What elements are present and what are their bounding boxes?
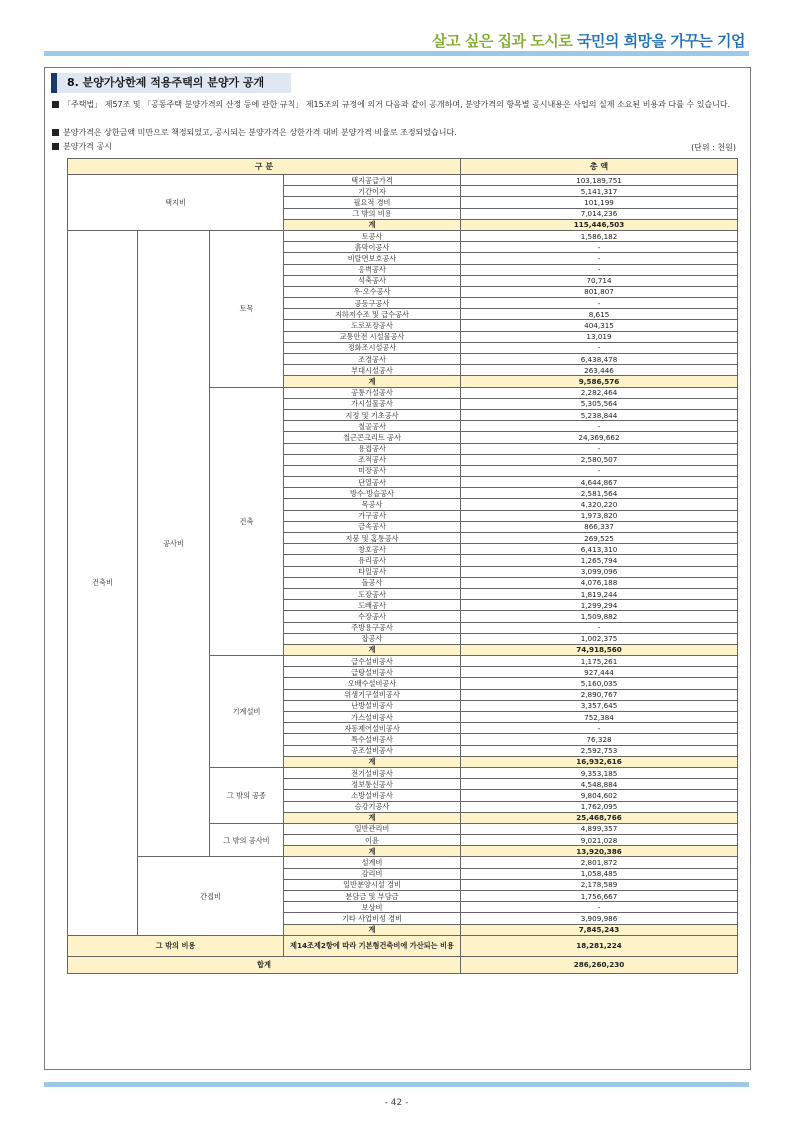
item-name: 주방용구공사	[284, 622, 461, 633]
item-amount: 5,160,035	[461, 678, 738, 689]
item-name: 석축공사	[284, 275, 461, 286]
item-name: 그 밖의 비용	[284, 208, 461, 219]
table-row	[68, 230, 738, 241]
item-name: 공통가설공사	[284, 387, 461, 398]
item-name: 방수·방습공사	[284, 488, 461, 499]
item-name: 잡공사	[284, 633, 461, 644]
item-name: 단열공사	[284, 477, 461, 488]
item-name: 우·오수공사	[284, 286, 461, 297]
item-name: 급수설비공사	[284, 656, 461, 667]
bullet-square-icon	[52, 143, 59, 150]
item-name: 조적공사	[284, 454, 461, 465]
item-amount: 2,580,507	[461, 454, 738, 465]
item-amount: 70,714	[461, 275, 738, 286]
item-name: 분담금 및 부담금	[284, 891, 461, 902]
item-amount: 7,014,236	[461, 208, 738, 219]
item-amount: 2,282,464	[461, 387, 738, 398]
item-amount: 13,019	[461, 331, 738, 342]
item-name: 설계비	[284, 857, 461, 868]
total-amount: 286,260,230	[461, 956, 738, 973]
land-label: 택지비	[68, 175, 284, 231]
item-name: 지하저수조 및 급수공사	[284, 309, 461, 320]
bullet-square-icon	[52, 129, 59, 136]
item-amount: 263,446	[461, 365, 738, 376]
price-disclosure-table	[67, 158, 738, 974]
item-amount: 6,438,478	[461, 354, 738, 365]
item-amount: 5,305,564	[461, 398, 738, 409]
item-name: 금속공사	[284, 521, 461, 532]
item-amount: 927,444	[461, 667, 738, 678]
top-divider	[44, 51, 749, 56]
item-amount: 9,021,028	[461, 835, 738, 846]
group-label: 그 밖의 공사비	[210, 823, 284, 857]
item-amount: -	[461, 421, 738, 432]
item-amount: 404,315	[461, 320, 738, 331]
item-amount: -	[461, 264, 738, 275]
item-name: 승강기공사	[284, 801, 461, 812]
item-name: 특수설비공사	[284, 734, 461, 745]
subtotal-amount: 7,845,243	[461, 924, 738, 935]
item-name: 옹벽공사	[284, 264, 461, 275]
header-category: 구 분	[68, 159, 461, 175]
item-amount: 1,586,182	[461, 230, 738, 241]
item-name: 난방설비공사	[284, 700, 461, 711]
item-amount: 1,175,261	[461, 656, 738, 667]
item-name: 일반분양시설 경비	[284, 879, 461, 890]
item-name: 공동구공사	[284, 298, 461, 309]
note-2-text: 분양가격은 상한금액 미만으로 책정되었고, 공시되는 분양가격은 상한가격 대비 분양가격 비율로 조정되었습니다.	[63, 128, 457, 137]
other-cost-label: 그 밖의 비용	[68, 935, 284, 956]
total-label: 합계	[68, 956, 461, 973]
note-3-text: 분양가격 공시	[63, 142, 112, 151]
item-name: 수장공사	[284, 611, 461, 622]
item-name: 기타 사업비성 경비	[284, 913, 461, 924]
item-amount: 866,337	[461, 521, 738, 532]
item-name: 이윤	[284, 835, 461, 846]
item-name: 도장공사	[284, 588, 461, 599]
item-amount: 1,819,244	[461, 588, 738, 599]
group-label: 그 밖의 공종	[210, 767, 284, 823]
subtotal-amount: 13,920,386	[461, 846, 738, 857]
works-label: 공사비	[138, 230, 210, 857]
item-amount: 3,357,645	[461, 700, 738, 711]
slogan-part-2: 국민의 희망을 가꾸는 기업	[576, 32, 745, 50]
item-amount: 801,807	[461, 286, 738, 297]
slogan	[432, 30, 745, 51]
item-amount: 4,899,357	[461, 823, 738, 834]
item-amount: 1,058,485	[461, 868, 738, 879]
item-name: 자동제어설비공사	[284, 723, 461, 734]
table-row	[68, 956, 738, 973]
item-amount: 5,238,844	[461, 409, 738, 420]
item-amount: 4,320,220	[461, 499, 738, 510]
item-amount: 103,189,751	[461, 175, 738, 186]
item-name: 토공사	[284, 230, 461, 241]
group-label: 토목	[210, 230, 284, 387]
item-name: 도로포장공사	[284, 320, 461, 331]
subtotal-amount: 9,586,576	[461, 376, 738, 387]
item-name: 필요적 경비	[284, 197, 461, 208]
item-amount: 9,353,185	[461, 767, 738, 778]
item-name: 철근콘크리트 공사	[284, 432, 461, 443]
slogan-part-1: 살고 싶은 집과 도시로	[432, 32, 573, 50]
item-name: 흙막이공사	[284, 242, 461, 253]
item-name: 감리비	[284, 868, 461, 879]
item-name: 일반관리비	[284, 823, 461, 834]
other-cost-item: 제14조제2항에 따라 기본형건축비에 가산되는 비용	[284, 935, 461, 956]
item-amount: 5,141,317	[461, 186, 738, 197]
item-name: 조경공사	[284, 354, 461, 365]
item-amount: 9,804,602	[461, 790, 738, 801]
item-name: 가구공사	[284, 510, 461, 521]
item-name: 타일공사	[284, 566, 461, 577]
table-row	[68, 175, 738, 186]
item-amount: 1,265,794	[461, 555, 738, 566]
item-name: 용접공사	[284, 443, 461, 454]
note-2	[52, 127, 742, 139]
bottom-divider	[44, 1082, 749, 1087]
item-name: 목공사	[284, 499, 461, 510]
item-amount: -	[461, 443, 738, 454]
item-amount: -	[461, 465, 738, 476]
item-amount: 6,413,310	[461, 544, 738, 555]
item-name: 보상비	[284, 902, 461, 913]
other-cost-amount: 18,281,224	[461, 935, 738, 956]
item-amount: 4,076,188	[461, 577, 738, 588]
item-amount: 24,369,662	[461, 432, 738, 443]
table-row	[68, 857, 738, 868]
item-amount: 101,199	[461, 197, 738, 208]
note-1-text: 「주택법」 제57조 및 「공동주택 분양가격의 산정 등에 관한 규칙」 제15조의 규정에 의거 다음과 같이 공개하며, 분양가격의 항목별 공시내용은 사업의 실제 소요된 비용과 다를 수 있습니다.	[63, 100, 731, 109]
item-amount: 2,890,767	[461, 689, 738, 700]
subtotal-label: 계	[284, 219, 461, 230]
subtotal-label: 계	[284, 756, 461, 767]
item-name: 가시설물공사	[284, 398, 461, 409]
item-name: 소방설비공사	[284, 790, 461, 801]
item-name: 부대시설공사	[284, 365, 461, 376]
table-row	[68, 935, 738, 956]
item-amount: 1,756,667	[461, 891, 738, 902]
item-name: 미장공사	[284, 465, 461, 476]
item-name: 전기설비공사	[284, 767, 461, 778]
item-amount: 1,973,820	[461, 510, 738, 521]
subtotal-amount: 16,932,616	[461, 756, 738, 767]
indirect-label: 간접비	[138, 857, 284, 935]
item-name: 공조설비공사	[284, 745, 461, 756]
item-amount: -	[461, 253, 738, 264]
subtotal-label: 계	[284, 924, 461, 935]
item-name: 철골공사	[284, 421, 461, 432]
subtotal-label: 계	[284, 846, 461, 857]
item-amount: -	[461, 622, 738, 633]
item-name: 유리공사	[284, 555, 461, 566]
item-name: 창호공사	[284, 544, 461, 555]
section-title: 8. 분양가상한제 적용주택의 분양가 공개	[51, 73, 291, 93]
group-label: 건축	[210, 387, 284, 656]
item-amount: -	[461, 723, 738, 734]
item-name: 급탕설비공사	[284, 667, 461, 678]
subtotal-amount: 74,918,560	[461, 644, 738, 655]
subtotal-amount: 115,446,503	[461, 219, 738, 230]
note-3	[52, 141, 112, 153]
item-amount: 1,002,375	[461, 633, 738, 644]
item-amount: -	[461, 342, 738, 353]
item-amount: 1,509,882	[461, 611, 738, 622]
subtotal-label: 계	[284, 376, 461, 387]
item-name: 비탈면보호공사	[284, 253, 461, 264]
note-1	[52, 99, 742, 111]
page-number: - 42 -	[384, 1098, 409, 1108]
item-amount: -	[461, 242, 738, 253]
construction-label: 건축비	[68, 230, 138, 935]
item-amount: -	[461, 298, 738, 309]
item-name: 기간이자	[284, 186, 461, 197]
item-amount: 2,801,872	[461, 857, 738, 868]
item-name: 정화조시설공사	[284, 342, 461, 353]
item-amount: 8,615	[461, 309, 738, 320]
table-row	[68, 159, 738, 175]
item-name: 돌공사	[284, 577, 461, 588]
item-amount: 2,178,589	[461, 879, 738, 890]
item-amount: 4,548,884	[461, 779, 738, 790]
header-amount: 총 액	[461, 159, 738, 175]
item-amount: 4,644,867	[461, 477, 738, 488]
item-name: 가스설비공사	[284, 712, 461, 723]
item-amount: -	[461, 902, 738, 913]
item-name: 오배수설비공사	[284, 678, 461, 689]
item-name: 도배공사	[284, 600, 461, 611]
item-amount: 3,099,096	[461, 566, 738, 577]
subtotal-label: 계	[284, 812, 461, 823]
bullet-square-icon	[52, 101, 59, 108]
item-name: 지붕 및 홈통공사	[284, 533, 461, 544]
subtotal-amount: 25,468,766	[461, 812, 738, 823]
item-name: 지정 및 기초공사	[284, 409, 461, 420]
item-name: 정보통신공사	[284, 779, 461, 790]
item-amount: 2,581,564	[461, 488, 738, 499]
item-amount: 2,592,753	[461, 745, 738, 756]
item-amount: 752,384	[461, 712, 738, 723]
item-name: 위생기구설비공사	[284, 689, 461, 700]
item-name: 교통안전 시설물공사	[284, 331, 461, 342]
unit-label: (단위 : 천원)	[691, 143, 736, 152]
item-amount: 269,525	[461, 533, 738, 544]
group-label: 기계설비	[210, 656, 284, 768]
item-name: 택지공급가격	[284, 175, 461, 186]
item-amount: 1,299,294	[461, 600, 738, 611]
item-amount: 1,762,095	[461, 801, 738, 812]
subtotal-label: 계	[284, 644, 461, 655]
item-amount: 76,328	[461, 734, 738, 745]
item-amount: 3,909,986	[461, 913, 738, 924]
